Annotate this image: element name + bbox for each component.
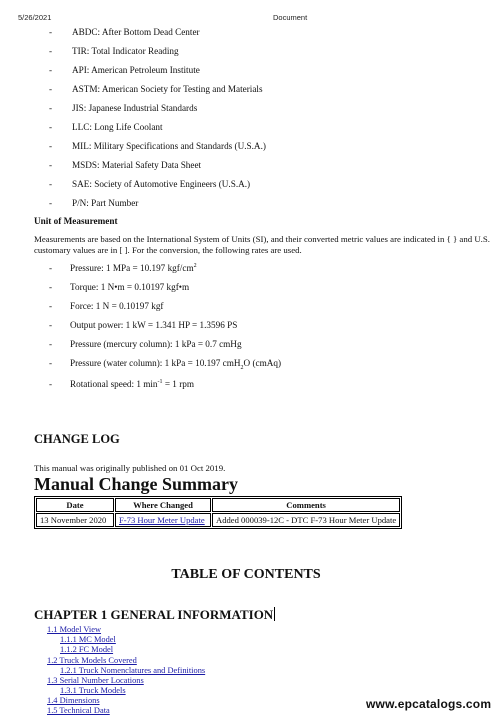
cell-comments: Added 000039-12C - DTC F-73 Hour Meter Update — [212, 513, 400, 527]
toc-link[interactable]: 1.1.2 FC Model — [60, 645, 114, 654]
watermark: www.epcatalogs.com — [366, 697, 492, 711]
table-header-row — [36, 498, 400, 512]
table-row — [36, 513, 400, 527]
column-header-comments: Comments — [212, 498, 400, 512]
change-log-text: This manual was originally published on 01 Oct 2019. — [34, 463, 226, 473]
toc-link[interactable]: 1.2 Truck Models Covered — [47, 656, 137, 665]
toc-link[interactable]: 1.5 Technical Data — [47, 706, 110, 715]
toc-link[interactable]: 1.2.1 Truck Nomenclatures and Definitions — [60, 666, 206, 675]
toc-link[interactable]: 1.1.1 MC Model — [60, 635, 116, 644]
change-log-heading: CHANGE LOG — [34, 432, 120, 446]
header-title: Document — [273, 13, 308, 22]
where-changed-link[interactable]: F-73 Hour Meter Update — [119, 515, 205, 525]
summary-title: Manual Change Summary — [34, 474, 239, 494]
cell-where — [115, 513, 211, 527]
toc-title: TABLE OF CONTENTS — [171, 567, 321, 582]
text-cursor — [274, 607, 275, 621]
header-date: 5/26/2021 — [18, 13, 52, 22]
cell-date: 13 November 2020 — [36, 513, 114, 527]
chapter-title: CHAPTER 1 GENERAL INFORMATION — [34, 607, 274, 622]
units-paragraph: Measurements are based on the International System of Units (SI), and their converted metric values are indicated in { } and U.S. customary values are in [ ]. For the conversion, the following rates are used. — [34, 234, 490, 255]
toc-link[interactable]: 1.3 Serial Number Locations — [47, 676, 144, 685]
toc-link[interactable]: 1.4 Dimensions — [47, 696, 100, 705]
toc-link[interactable]: 1.1 Model View — [47, 625, 102, 634]
units-heading: Unit of Measurement — [34, 216, 118, 226]
toc-link[interactable]: 1.3.1 Truck Models — [60, 686, 126, 695]
column-header-date: Date — [36, 498, 114, 512]
column-header-where: Where Changed — [115, 498, 211, 512]
change-summary-table — [34, 496, 402, 529]
